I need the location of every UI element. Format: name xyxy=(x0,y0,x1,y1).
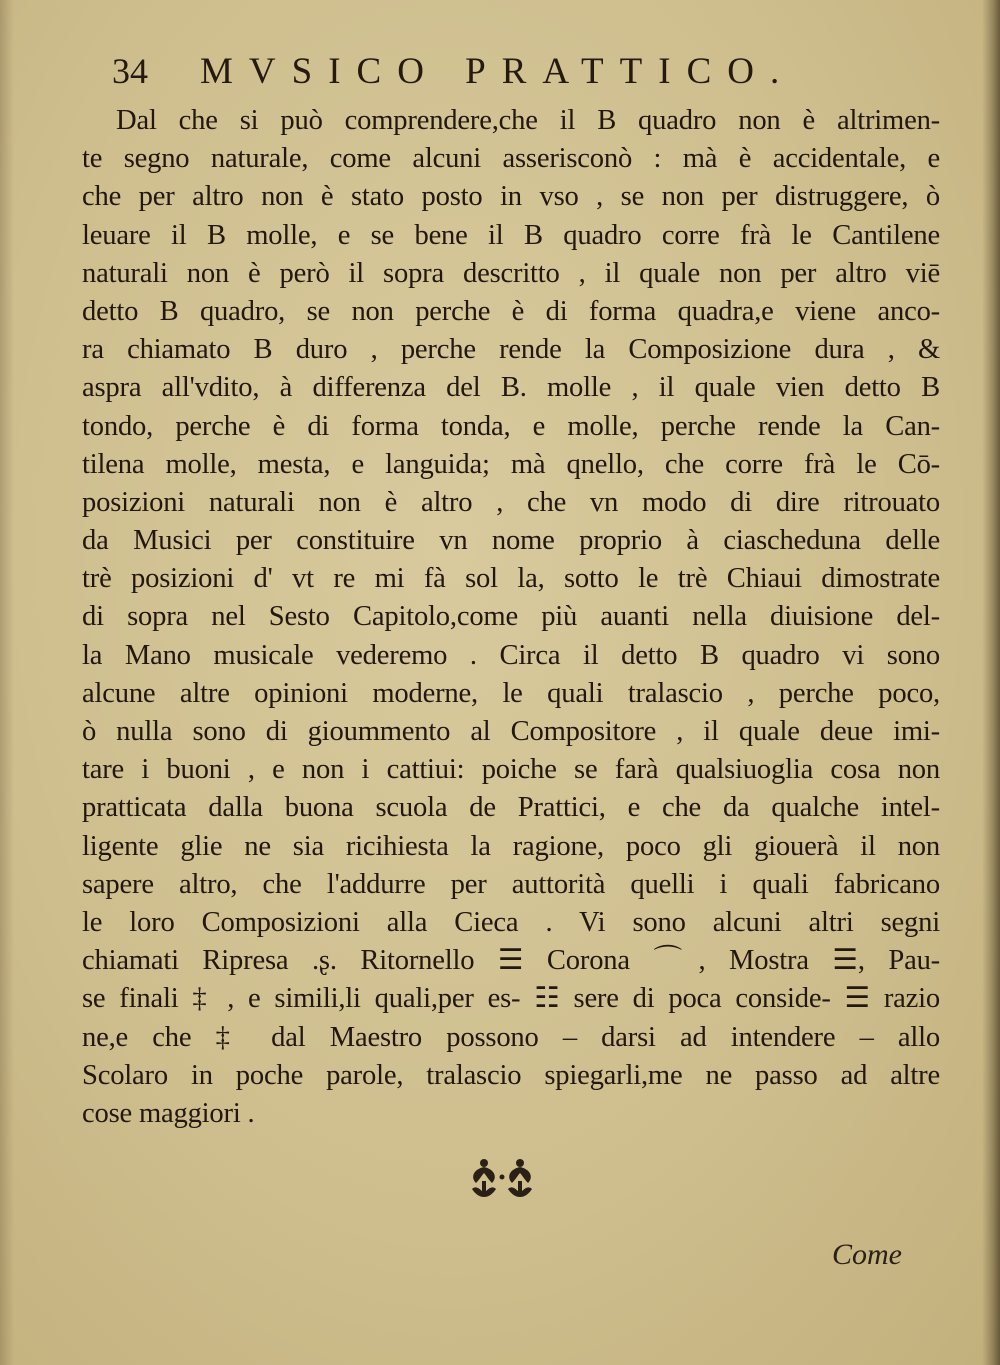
text-line: la Mano musicale vederemo . Circa il detto B quadro vi sono xyxy=(82,639,940,671)
page-number: 34 xyxy=(112,51,148,91)
text-line: Dal che si può comprendere,che il B quadro non è altrimen- xyxy=(116,105,940,136)
text-line: pratticata dalla buona scuola de Prattici, e che da qualche intel- xyxy=(82,792,940,824)
running-title: MVSICO PRATTICO. xyxy=(200,51,796,92)
text-line: aspra all'vdito, à differenza del B. molle , il quale vien detto B xyxy=(82,372,940,404)
text-line: te segno naturale, come alcuni asserisconò : mà è accidentale, e xyxy=(82,143,940,175)
text-line: Scolaro in poche parole, tralascio spiegarli,me ne passo ad altre xyxy=(82,1059,940,1091)
text-line: alcune altre opinioni moderne, le quali tralascio , perche poco, xyxy=(82,677,940,709)
fleuron-ornament-icon xyxy=(462,1155,542,1201)
text-line: detto B quadro, se non perche è di forma quadra,e viene anco- xyxy=(82,295,940,327)
text-line: da Musici per constituire vn nome proprio à ciascheduna delle xyxy=(82,525,940,557)
text-line: trè posizioni d' vt re mi fà sol la, sotto le trè Chiaui dimostrate xyxy=(82,563,940,595)
text-line: che per altro non è stato posto in vso , se non per distruggere, ò xyxy=(82,181,940,213)
text-line: tilena molle, mesta, e languida; mà qnello, che corre frà le Cō- xyxy=(82,448,940,480)
page-left-edge-shadow xyxy=(0,0,14,1365)
text-line: ò nulla sono di gioummento al Compositore , il quale deue imi- xyxy=(82,716,940,747)
text-line: leuare il B molle, e se bene il B quadro corre frà le Cantilene xyxy=(82,219,940,251)
text-line-last: cose maggiori . xyxy=(82,1097,255,1129)
text-line: di sopra nel Sesto Capitolo,come più auanti nella diuisione del- xyxy=(82,601,940,633)
catchword: Come xyxy=(832,1238,902,1271)
text-line: tare i buoni , e non i cattiui: poiche se farà qualsiuoglia cosa non xyxy=(82,754,940,786)
text-line: ra chiamato B duro , perche rende la Composizione dura , & xyxy=(82,334,940,366)
page-right-edge-shadow xyxy=(982,0,1000,1365)
body-text xyxy=(82,102,940,1133)
text-line: ne,e che ‡ dal Maestro possono ‒ darsi ad intendere ‒ allo xyxy=(82,1021,940,1053)
text-line: tondo, perche è di forma tonda, e molle, perche rende la Can- xyxy=(82,410,940,442)
text-line: le loro Composizioni alla Cieca . Vi sono alcuni altri segni xyxy=(82,906,940,938)
text-line: posizioni naturali non è altro , che vn modo di dire ritrouato xyxy=(82,486,940,518)
text-line: chiamati Ripresa .ʂ. Ritornello ☰ Corona ⌒, Mostra ☰, Pau- xyxy=(82,945,940,977)
text-line: se finali ‡ , e simili,li quali,per es- ☷ sere di poca conside- ☰ razio xyxy=(82,983,940,1015)
page-header xyxy=(112,50,872,100)
text-line: naturali non è però il sopra descritto , il quale non per altro viē xyxy=(82,257,940,289)
text-line: sapere altro, che l'addurre per auttorità quelli i quali fabricano xyxy=(82,868,940,900)
text-line: ligente glie ne sia ricihiesta la ragione, poco gli giouerà il non xyxy=(82,830,940,862)
